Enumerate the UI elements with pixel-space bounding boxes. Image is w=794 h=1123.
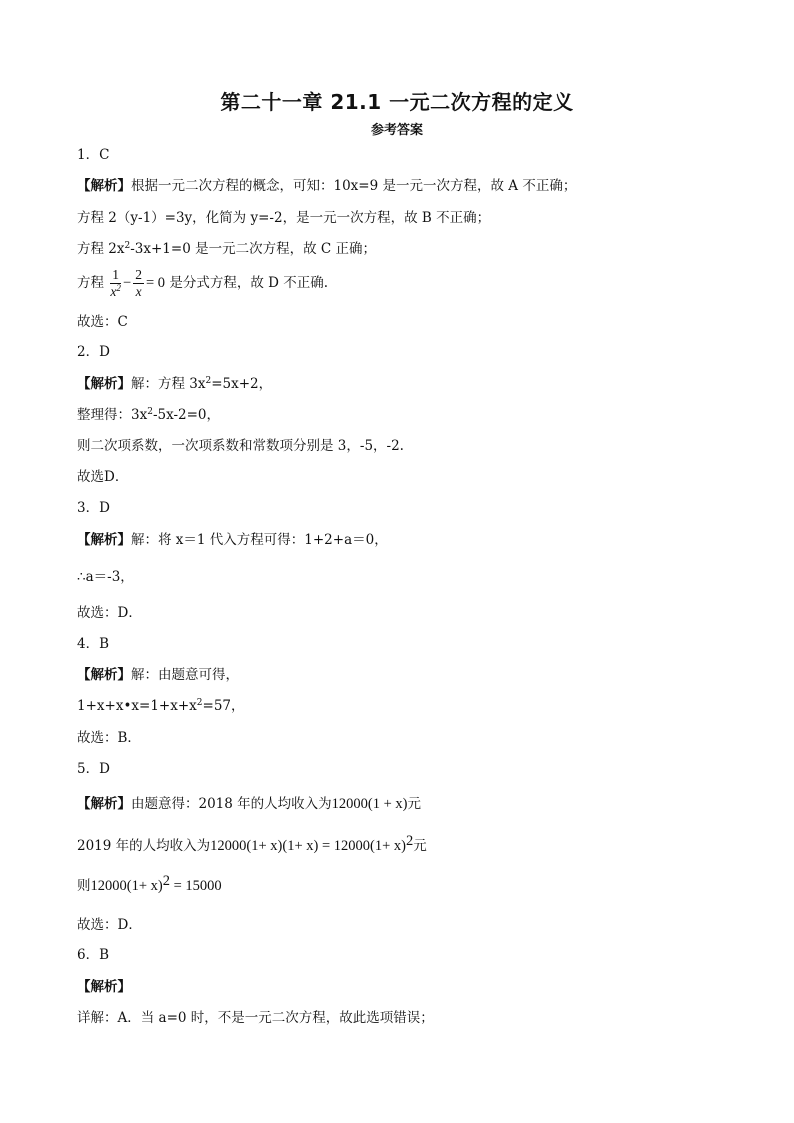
q2-text-1a: 解：方程 3x (131, 376, 206, 392)
q2-analysis-line3: 则二次项系数，一次项系数和常数项分别是 3，-5，-2. (77, 438, 404, 454)
exponent: 2 (205, 376, 212, 386)
q5-analysis-line1 (77, 795, 421, 813)
q6-detail-line1: 详解：A．当 a=0 时，不是一元二次方程，故此选项错误； (77, 1010, 434, 1026)
q1-text-4-post: 是分式方程，故 D 不正确. (169, 275, 329, 291)
q2-answer: 2．D (77, 344, 110, 360)
q2-analysis-line2 (77, 406, 220, 424)
q5-analysis-line3 (77, 873, 222, 895)
q5-expression-2018: 12000(1 + x) (331, 796, 408, 812)
q1-analysis-line1 (77, 177, 576, 195)
q4-analysis-line2 (77, 697, 245, 715)
page-title: 第二十一章 21.1 一元二次方程的定义 (220, 90, 574, 114)
analysis-tag: 【解析】 (77, 376, 131, 392)
q1-analysis-line3 (77, 240, 376, 258)
fraction-numerator: 1 (112, 267, 120, 282)
q1-choose: 故选：C (77, 314, 128, 330)
q1-answer: 1．C (77, 147, 110, 163)
equals-zero: = 0 (145, 275, 166, 291)
q4-answer: 4．B (77, 636, 110, 652)
q3-analysis-line2: ∴a＝-3， (77, 569, 134, 585)
fraction-2-over-x (133, 267, 144, 300)
analysis-tag: 【解析】 (77, 667, 131, 683)
analysis-tag: 【解析】 (77, 178, 131, 194)
q6-analysis-tag-line (77, 978, 131, 996)
fraction-denominator: x (135, 284, 142, 299)
q2-text-2a: 整理得：3x (77, 407, 148, 423)
q4-choose: 故选：B． (77, 730, 141, 746)
fraction-variable: x (110, 284, 117, 299)
exponent: 2 (116, 283, 121, 293)
q4-text-1: 解：由题意可得， (131, 667, 239, 683)
q1-text-3a: 方程 2x (77, 241, 125, 257)
q5-answer: 5．D (77, 761, 110, 777)
q4-text-2a: 1+x+x•x=1+x+x (77, 698, 197, 714)
fraction-1-over-x-squared (110, 267, 121, 300)
q1-analysis-line4 (77, 266, 328, 300)
q3-answer: 3．D (77, 500, 110, 516)
q5-text-3a: 则 (77, 878, 91, 894)
page-subtitle: 参考答案 (370, 123, 423, 138)
fraction-denominator (110, 284, 121, 300)
q4-analysis-line1 (77, 666, 239, 684)
q5-analysis-line2 (77, 833, 427, 855)
q6-answer: 6．B (77, 947, 110, 963)
q2-text-2b: -5x-2=0， (152, 407, 221, 423)
q5-text-2a: 2019 年的人均收入为 (77, 838, 211, 854)
q5-expression-2019: 12000(1+ x)(1+ x) = 12000(1+ x) (210, 838, 406, 854)
q1-text-1: 根据一元二次方程的概念，可知：10x=9 是一元一次方程，故 A 不正确； (131, 178, 577, 194)
q1-text-3b: -3x+1=0 是一元二次方程，故 C 正确； (130, 241, 377, 257)
q5-choose: 故选：D． (77, 917, 142, 933)
analysis-tag: 【解析】 (77, 532, 131, 548)
q4-text-2b: =57， (202, 698, 245, 714)
q5-equation-right: = 15000 (169, 878, 222, 894)
q5-text-1a: 由题意得：2018 年的人均收入为 (131, 796, 332, 812)
analysis-tag: 【解析】 (77, 796, 131, 812)
exponent: 2 (124, 241, 131, 251)
minus-sign: − (123, 275, 132, 291)
q1-text-4-pre: 方程 (77, 275, 104, 291)
q3-analysis-line1 (77, 531, 388, 549)
q5-equation-left: 12000(1+ x) (90, 878, 163, 894)
exponent: 2 (147, 407, 153, 417)
q2-analysis-line1 (77, 375, 272, 393)
exponent: 2 (405, 833, 414, 849)
fraction-numerator: 2 (135, 267, 142, 282)
q5-unit-yuan: 元 (413, 838, 427, 854)
q3-text-1: 解：将 x＝1 代入方程可得：1+2+a＝0， (131, 532, 388, 548)
q3-choose: 故选：D． (77, 605, 142, 621)
q5-unit-yuan: 元 (407, 796, 421, 812)
exponent: 2 (162, 873, 170, 889)
analysis-tag: 【解析】 (77, 979, 131, 995)
exponent: 2 (196, 698, 203, 708)
q2-choose: 故选D． (77, 469, 129, 485)
q1-analysis-line2: 方程 2（y-1）=3y，化简为 y=-2，是一元一次方程，故 B 不正确； (77, 210, 491, 226)
q2-text-1b: =5x+2， (211, 376, 273, 392)
